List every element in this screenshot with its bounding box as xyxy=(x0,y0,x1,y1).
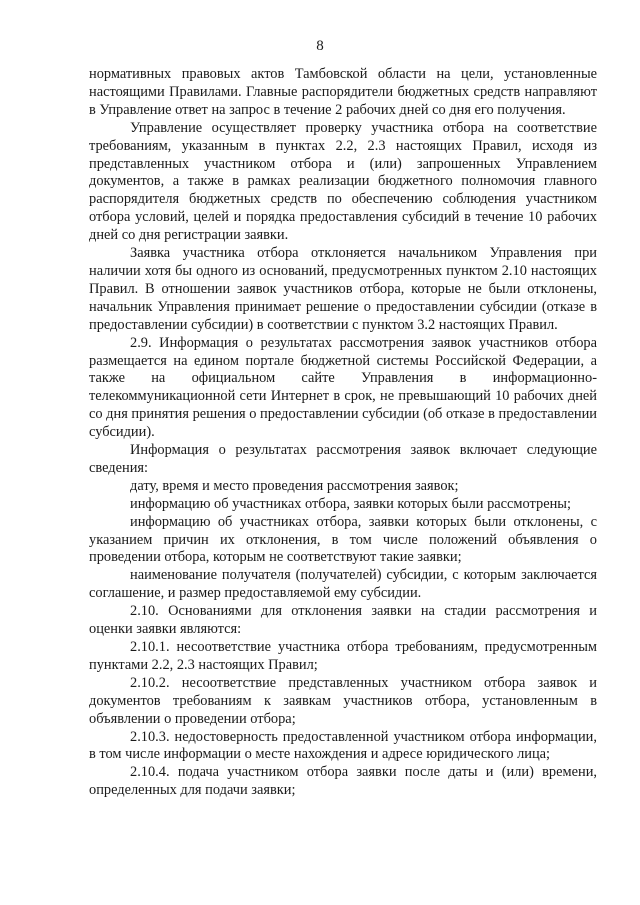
paragraph: 2.10. Основаниями для отклонения заявки на стадии рассмотрения и оценки заявки являются: xyxy=(89,603,597,638)
paragraph: 2.10.4. подача участником отбора заявки после даты и (или) времени, определенных для подачи заявки; xyxy=(89,764,597,799)
paragraph: Информация о результатах рассмотрения заявок включает следующие сведения: xyxy=(89,442,597,476)
paragraph: нормативных правовых актов Тамбовской области на цели, установленные настоящими Правилами. Главные распорядители бюджетных средств направляют в Управление ответ на запрос в течение 2 рабочих дней со дня его получения. xyxy=(89,66,597,118)
page-number: 8 xyxy=(316,38,324,54)
paragraph: информацию об участниках отбора, заявки которых были рассмотрены; xyxy=(130,495,571,512)
paragraph: 2.10.1. несоответствие участника отбора требованиям, предусмотренным пунктами 2.2, 2.3 настоящих Правил; xyxy=(89,639,597,673)
document-body xyxy=(89,66,597,800)
paragraph: 2.9. Информация о результатах рассмотрения заявок участников отбора размещается на едином портале бюджетной системы Российской Федерации, а также на официальном сайте Управления в информационно-телекоммуникационной сети Интернет в срок, не превышающий 10 рабочих дней со дня принятия решения о предоставлении субсидии (об отказе в предоставлении субсидии). xyxy=(89,334,597,441)
paragraph: 2.10.2. несоответствие представленных участником отбора заявок и документов требованиям к заявкам участников отбора, установленным в объявлении о проведении отбора; xyxy=(89,674,597,727)
paragraph: Управление осуществляет проверку участника отбора на соответствие требованиям, указанным в пунктах 2.2, 2.3 настоящих Правил, исходя из представленных участником отбора и (или) запрошенных Управлением документов, а также в рамках реализации бюджетного полномочия главного распорядителя бюджетных средств по обеспечению соблюдения участником отбора условий, целей и порядка предоставления субсидий в течение 10 рабочих дней со дня регистрации заявки. xyxy=(89,119,597,244)
paragraph: 2.10.3. недостоверность предоставленной участником отбора информации, в том числе информации о месте нахождения и адресе юридического лица; xyxy=(89,728,597,763)
paragraph: дату, время и место проведения рассмотрения заявок; xyxy=(130,477,459,494)
paragraph: наименование получателя (получателей) субсидии, с которым заключается соглашение, и размер предоставляемой ему субсидии. xyxy=(89,567,597,602)
paragraph: Заявка участника отбора отклоняется начальником Управления при наличии хотя бы одного из оснований, предусмотренных пунктом 2.10 настоящих Правил. В отношении заявок участников отбора, которые не были отклонены, начальник Управления принимает решение о предоставлении субсидии (отказе в предоставлении субсидии) в соответствии с пунктом 3.2 настоящих Правил. xyxy=(89,245,597,333)
paragraph: информацию об участниках отбора, заявки которых были отклонены, с указанием причин их отклонения, в том числе положений объявления о проведении отбора, которым не соответствуют такие заявки; xyxy=(89,513,597,566)
